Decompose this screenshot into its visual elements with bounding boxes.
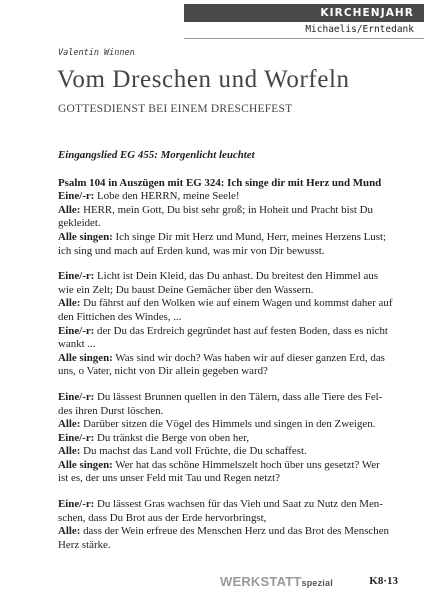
liturgy-text xyxy=(58,149,396,564)
speaker-label: Eine/-r: xyxy=(58,324,95,337)
verse-line xyxy=(58,217,396,231)
verse-line xyxy=(58,365,396,379)
verse-line xyxy=(58,459,396,473)
speaker-label: Alle singen: xyxy=(58,351,113,364)
verse-text: Ich singe Dir mit Herz und Mund, Herr, meines Herzens Lust; xyxy=(112,230,387,243)
verse-line xyxy=(58,245,396,259)
verse-text: dass der Wein erfreue des Menschen Herz und das Brot des Menschen xyxy=(80,525,389,538)
verse-line xyxy=(58,352,396,366)
psalm-section xyxy=(58,177,396,553)
verse-text: schen, dass Du Brot aus der Erde hervorbringst, xyxy=(58,511,267,524)
author-name: Valentin Winnen xyxy=(58,48,135,58)
verse-text: Herz stärke. xyxy=(58,538,111,551)
verse-text: Du lässest Brunnen quellen in den Tälern, dass alle Tiere des Fel- xyxy=(94,390,383,403)
psalm-heading: Psalm 104 in Auszügen mit EG 324: Ich singe dir mit Herz und Mund xyxy=(58,176,382,189)
topic-label: Michaelis/Erntedank xyxy=(184,22,424,39)
speaker-label: Alle: xyxy=(58,525,81,538)
category-label: KIRCHENJAHR xyxy=(184,4,424,22)
speaker-label: Eine/-r: xyxy=(58,390,95,403)
verse-line xyxy=(58,231,396,245)
verse-text: den Fittichen des Windes, ... xyxy=(58,310,182,323)
verse-line xyxy=(58,525,396,539)
verse-text: des ihren Durst löschen. xyxy=(58,404,164,417)
verse-line xyxy=(58,418,396,432)
verse-block xyxy=(58,391,396,486)
speaker-label: Eine/-r: xyxy=(58,431,95,444)
publisher-logo xyxy=(220,574,333,589)
speaker-label: Alle singen: xyxy=(58,230,113,243)
verse-block xyxy=(58,190,396,258)
speaker-label: Alle: xyxy=(58,297,81,310)
page-footer xyxy=(220,574,410,590)
verse-text: uns, o Vater, nicht von Dir allein gegeben ward? xyxy=(58,365,268,378)
verse-block xyxy=(58,270,396,379)
verse-line xyxy=(58,204,396,218)
verse-text: ich sing und mach auf Erden kund, was mir von Dir bewusst. xyxy=(58,244,325,257)
verse-line xyxy=(58,445,396,459)
verse-block xyxy=(58,498,396,552)
verse-text: Licht ist Dein Kleid, das Du anhast. Du breitest den Himmel aus xyxy=(94,270,379,283)
verse-text: HERR, mein Gott, Du bist sehr groß; in Hoheit und Pracht bist Du xyxy=(80,203,373,216)
verse-text: wankt ... xyxy=(58,338,96,351)
verse-text: Du fährst auf den Wolken wie auf einem Wagen und kommst daher auf xyxy=(80,297,393,310)
speaker-label: Alle: xyxy=(58,418,81,431)
verse-line xyxy=(58,190,396,204)
verse-line xyxy=(58,512,396,526)
verse-text: Was sind wir doch? Was haben wir auf dieser ganzen Erd, das xyxy=(112,351,385,364)
verse-line xyxy=(58,297,396,311)
verse-text: Du lässest Gras wachsen für das Vieh und Saat zu Nutz den Men- xyxy=(94,498,383,511)
page-title: Vom Dreschen und Worfeln xyxy=(57,66,350,93)
speaker-label: Alle singen: xyxy=(58,458,113,471)
verse-line xyxy=(58,391,396,405)
speaker-label: Eine/-r: xyxy=(58,270,95,283)
verse-line xyxy=(58,432,396,446)
section-header xyxy=(184,4,424,39)
verse-line xyxy=(58,284,396,298)
verse-text: wie ein Zelt; Du baust Deine Gemächer über den Wassern. xyxy=(58,283,314,296)
page-subtitle: GOTTESDIENST BEI EINEM DRESCHEFEST xyxy=(58,103,293,115)
speaker-label: Alle: xyxy=(58,203,81,216)
opening-hymn: Eingangslied EG 455: Morgenlicht leuchtet xyxy=(58,149,255,161)
speaker-label: Alle: xyxy=(58,445,81,458)
brand-suffix: spezial xyxy=(301,578,333,588)
verse-text: Du tränkst die Berge von oben her, xyxy=(94,431,250,444)
verse-line xyxy=(58,539,396,553)
verse-line xyxy=(58,325,396,339)
verse-line xyxy=(58,311,396,325)
verse-text: gekleidet. xyxy=(58,217,101,230)
verse-line xyxy=(58,498,396,512)
verse-text: Lobe den HERRN, meine Seele! xyxy=(94,190,240,203)
speaker-label: Eine/-r: xyxy=(58,190,95,203)
verse-text: Du machst das Land voll Früchte, die Du schaffest. xyxy=(80,445,307,458)
psalm-blocks xyxy=(58,190,396,552)
verse-line xyxy=(58,338,396,352)
verse-line xyxy=(58,472,396,486)
verse-text: der Du das Erdreich gegründet hast auf festen Boden, dass es nicht xyxy=(94,324,388,337)
verse-text: ist es, der uns unser Feld mit Tau und Regen netzt? xyxy=(58,472,280,485)
brand-name: WERKSTATT xyxy=(220,574,302,589)
speaker-label: Eine/-r: xyxy=(58,498,95,511)
verse-text: Darüber sitzen die Vögel des Himmels und singen in den Zweigen. xyxy=(80,418,376,431)
verse-text: Wer hat das schöne Himmelszelt hoch über uns gesetzt? Wer xyxy=(112,458,380,471)
page-number: K8·13 xyxy=(369,575,398,587)
verse-line xyxy=(58,270,396,284)
verse-line xyxy=(58,405,396,419)
